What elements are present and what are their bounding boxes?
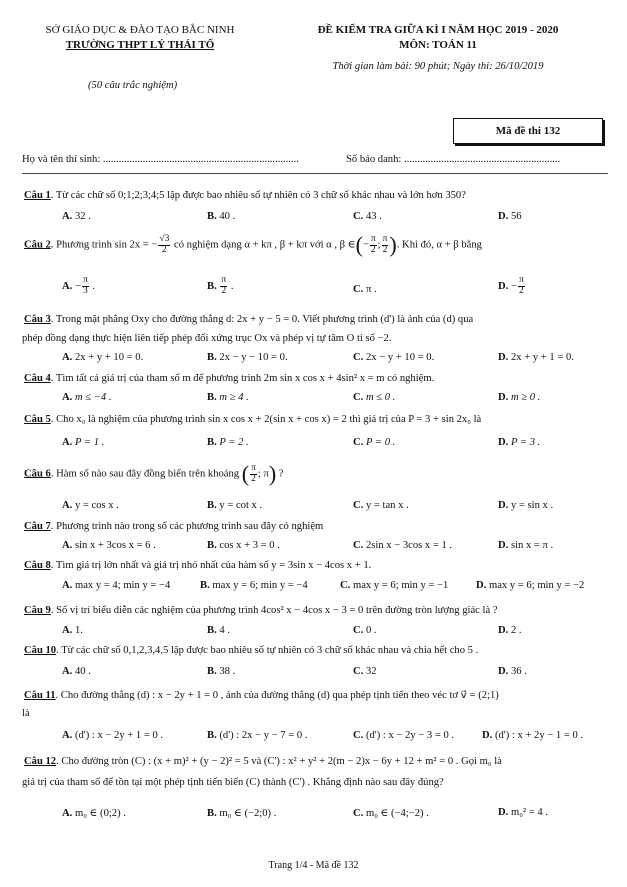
q1-option-c: C. 43 .	[353, 211, 382, 222]
department-name: SỞ GIÁO DỤC & ĐÀO TẠO BẮC NINH	[45, 24, 235, 36]
question-11: Câu 11. Cho đường thẳng (d) : x − 2y + 1 = 0 , ảnh của đường thẳng (d) qua phép tịnh tiến theo véc tơ v⃗ = (2;1)	[24, 690, 499, 701]
q6-option-b: B. y = cot x .	[207, 500, 263, 511]
question-10: Câu 10. Từ các chữ số 0,1,2,3,4,5 lập được bao nhiêu số tự nhiên có 3 chữ số khác nhau và chia hết cho 5 .	[24, 645, 479, 656]
q8-option-b: B. max y = 6; min y = −4	[200, 580, 308, 591]
q1-option-d: D. 56	[498, 211, 522, 222]
question-8: Câu 8. Tìm giá trị lớn nhất và giá trị nhỏ nhất của hàm số y = 3sin x − 4cos x + 1.	[24, 560, 372, 571]
q11-option-b: B. (d') : 2x − y − 7 = 0 .	[207, 730, 308, 741]
q7-option-b: B. cos x + 3 = 0 .	[207, 540, 280, 551]
question-label: Câu 6	[24, 468, 51, 480]
subject: MÔN: TOÁN 11	[399, 39, 477, 51]
question-6: Câu 6. Hàm số nào sau đây đồng biến trên khoảng ( $\frac{\pi}{2}$ ; π) ?	[24, 461, 284, 486]
question-label: Câu 5	[24, 414, 51, 425]
q3-option-d: D. 2x + y + 1 = 0.	[498, 352, 574, 363]
question-3-line-2: phép đồng dạng thực hiện liên tiếp phép đối xứng trục Ox và phép vị tự tâm O tỉ số −2.	[22, 333, 392, 344]
q5-option-c: C. P = 0 .	[353, 437, 396, 448]
q2-option-c: C. π .	[353, 284, 377, 295]
q12-option-d: D. m₀² = 4 .	[498, 807, 548, 818]
q10-option-d: D. 36 .	[498, 666, 527, 677]
page-footer: Trang 1/4 - Mã đề 132	[268, 860, 359, 871]
q12-option-c: C. m₀ ∈ (−4;−2) .	[353, 808, 429, 819]
q3-option-c: C. 2x − y + 10 = 0.	[353, 352, 435, 363]
q6-option-a: A. y = cos x .	[62, 500, 119, 511]
question-label: Câu 8	[24, 560, 51, 571]
q7-option-c: C. 2sin x − 3cos x = 1 .	[353, 540, 453, 551]
q2-option-d: D. − $\frac{\pi}{2}$	[498, 275, 524, 296]
q12-option-a: A. m₀ ∈ (0;2) .	[62, 808, 126, 819]
question-2: Câu 2. Phương trình sin 2x = − $\frac{√3}{2}$ có nghiệm dạng α + kπ , β + kπ với α , β ∈(− $\frac{\pi}{2}$ ; $\frac{\pi}{2}$ ). Khi đó, α + β bằng	[24, 232, 482, 257]
question-5: Câu 5. Cho x₀ là nghiệm của phương trình sin x cos x + 2(sin x + cos x) = 2 thì giá trị của P = 3 + sin 2x₀ là	[24, 414, 482, 425]
student-name-field: Họ và tên thí sinh: ..........................................................................	[22, 154, 299, 165]
q4-option-d: D. m ≥ 0 .	[498, 392, 541, 403]
question-label: Câu 12	[24, 756, 57, 767]
q11-option-d: D. (d') : x + 2y − 1 = 0 .	[482, 730, 584, 741]
question-label: Câu 4	[24, 373, 51, 384]
q2-option-a: A. − $\frac{\pi}{3}$ .	[62, 275, 96, 296]
question-12-line-2: giá trị của tham số để tồn tại một phép tịnh tiến biến (C) thành (C') . Khẳng định nào sau đây đúng?	[22, 777, 444, 788]
q9-option-a: A. 1.	[62, 625, 83, 636]
header-divider	[22, 173, 608, 174]
question-12: Câu 12. Cho đường tròn (C) : (x + m)² + (y − 2)² = 5 và (C') : x² + y² + 2(m − 2)x − 6y + 12 + m² = 0 . Gọi m₀ là	[24, 756, 502, 767]
question-3: Câu 3. Trong mặt phẳng Oxy cho đường thẳng d: 2x + y − 5 = 0. Viết phương trình (d') là ảnh của (d) qua	[24, 314, 474, 325]
q9-option-c: C. 0 .	[353, 625, 377, 636]
q3-option-a: A. 2x + y + 10 = 0.	[62, 352, 144, 363]
q8-option-c: C. max y = 6; min y = −1	[340, 580, 449, 591]
question-4: Câu 4. Tìm tất cả giá trị của tham số m để phương trình 2m sin x cos x + 4sin² x = m có nghiệm.	[24, 373, 435, 384]
q4-option-b: B. m ≥ 4 .	[207, 392, 249, 403]
exam-title: ĐỀ KIỂM TRA GIỮA KÌ I NĂM HỌC 2019 - 2020	[317, 24, 559, 36]
question-9: Câu 9. Số vị trí biểu diễn các nghiệm của phương trình 4cos² x − 4cos x − 3 = 0 trên đường tròn lượng giác là ?	[24, 605, 498, 616]
question-11-line-2: là	[22, 708, 30, 719]
question-label: Câu 7	[24, 521, 51, 532]
student-id-field: Số báo danh: ...........................................................	[346, 154, 561, 165]
q6-option-d: D. y = sin x .	[498, 500, 554, 511]
q12-option-b: B. m₀ ∈ (−2;0) .	[207, 808, 277, 819]
school-name: TRƯỜNG THPT LÝ THÁI TỔ	[65, 39, 215, 51]
q3-option-b: B. 2x − y − 10 = 0.	[207, 352, 288, 363]
q7-option-d: D. sin x = π .	[498, 540, 554, 551]
question-1	[24, 190, 608, 201]
q6-option-c: C. y = tan x .	[353, 500, 409, 511]
question-label: Câu 10	[24, 645, 57, 656]
question-label: Câu 3	[24, 314, 51, 325]
q5-option-d: D. P = 3 .	[498, 437, 541, 448]
question-label: Câu 1	[24, 190, 51, 201]
exam-code-box	[453, 118, 603, 144]
q10-option-a: A. 40 .	[62, 666, 91, 677]
q11-option-a: A. (d') : x − 2y + 1 = 0 .	[62, 730, 164, 741]
q9-option-d: D. 2 .	[498, 625, 522, 636]
q9-option-b: B. 4 .	[207, 625, 230, 636]
question-label: Câu 9	[24, 605, 51, 616]
q11-option-c: C. (d') : x − 2y − 3 = 0 .	[353, 730, 455, 741]
time-info: Thời gian làm bài: 90 phút; Ngày thi: 26/10/2019	[332, 61, 544, 72]
q5-option-b: B. P = 2 .	[207, 437, 249, 448]
q7-option-a: A. sin x + 3cos x = 6 .	[62, 540, 156, 551]
q10-option-c: C. 32	[353, 666, 377, 677]
question-7: Câu 7. Phương trình nào trong số các phương trình sau đây có nghiệm	[24, 521, 324, 532]
question-text: . Từ các chữ số 0;1;2;3;4;5 lập được bao nhiêu số tự nhiên có 3 chữ số khác nhau và lớn hơn 350?	[50, 190, 466, 201]
q1-option-a: A. 32 .	[62, 211, 91, 222]
q8-option-d: D. max y = 6; min y = −2	[476, 580, 585, 591]
q4-option-c: C. m ≤ 0 .	[353, 392, 396, 403]
question-label: Câu 2	[24, 239, 51, 251]
q4-option-a: A. m ≤ −4 .	[62, 392, 112, 403]
q8-option-a: A. max y = 4; min y = −4	[62, 580, 171, 591]
q5-option-a: A. P = 1 .	[62, 437, 105, 448]
q1-option-b: B. 40 .	[207, 211, 236, 222]
question-label: Câu 11	[24, 690, 56, 701]
q10-option-b: B. 38 .	[207, 666, 236, 677]
exam-code: Mã đề thi 132	[495, 125, 561, 137]
q2-option-b: B. $\frac{\pi}{2}$ .	[207, 275, 234, 296]
question-count: (50 câu trắc nghiệm)	[88, 80, 178, 91]
